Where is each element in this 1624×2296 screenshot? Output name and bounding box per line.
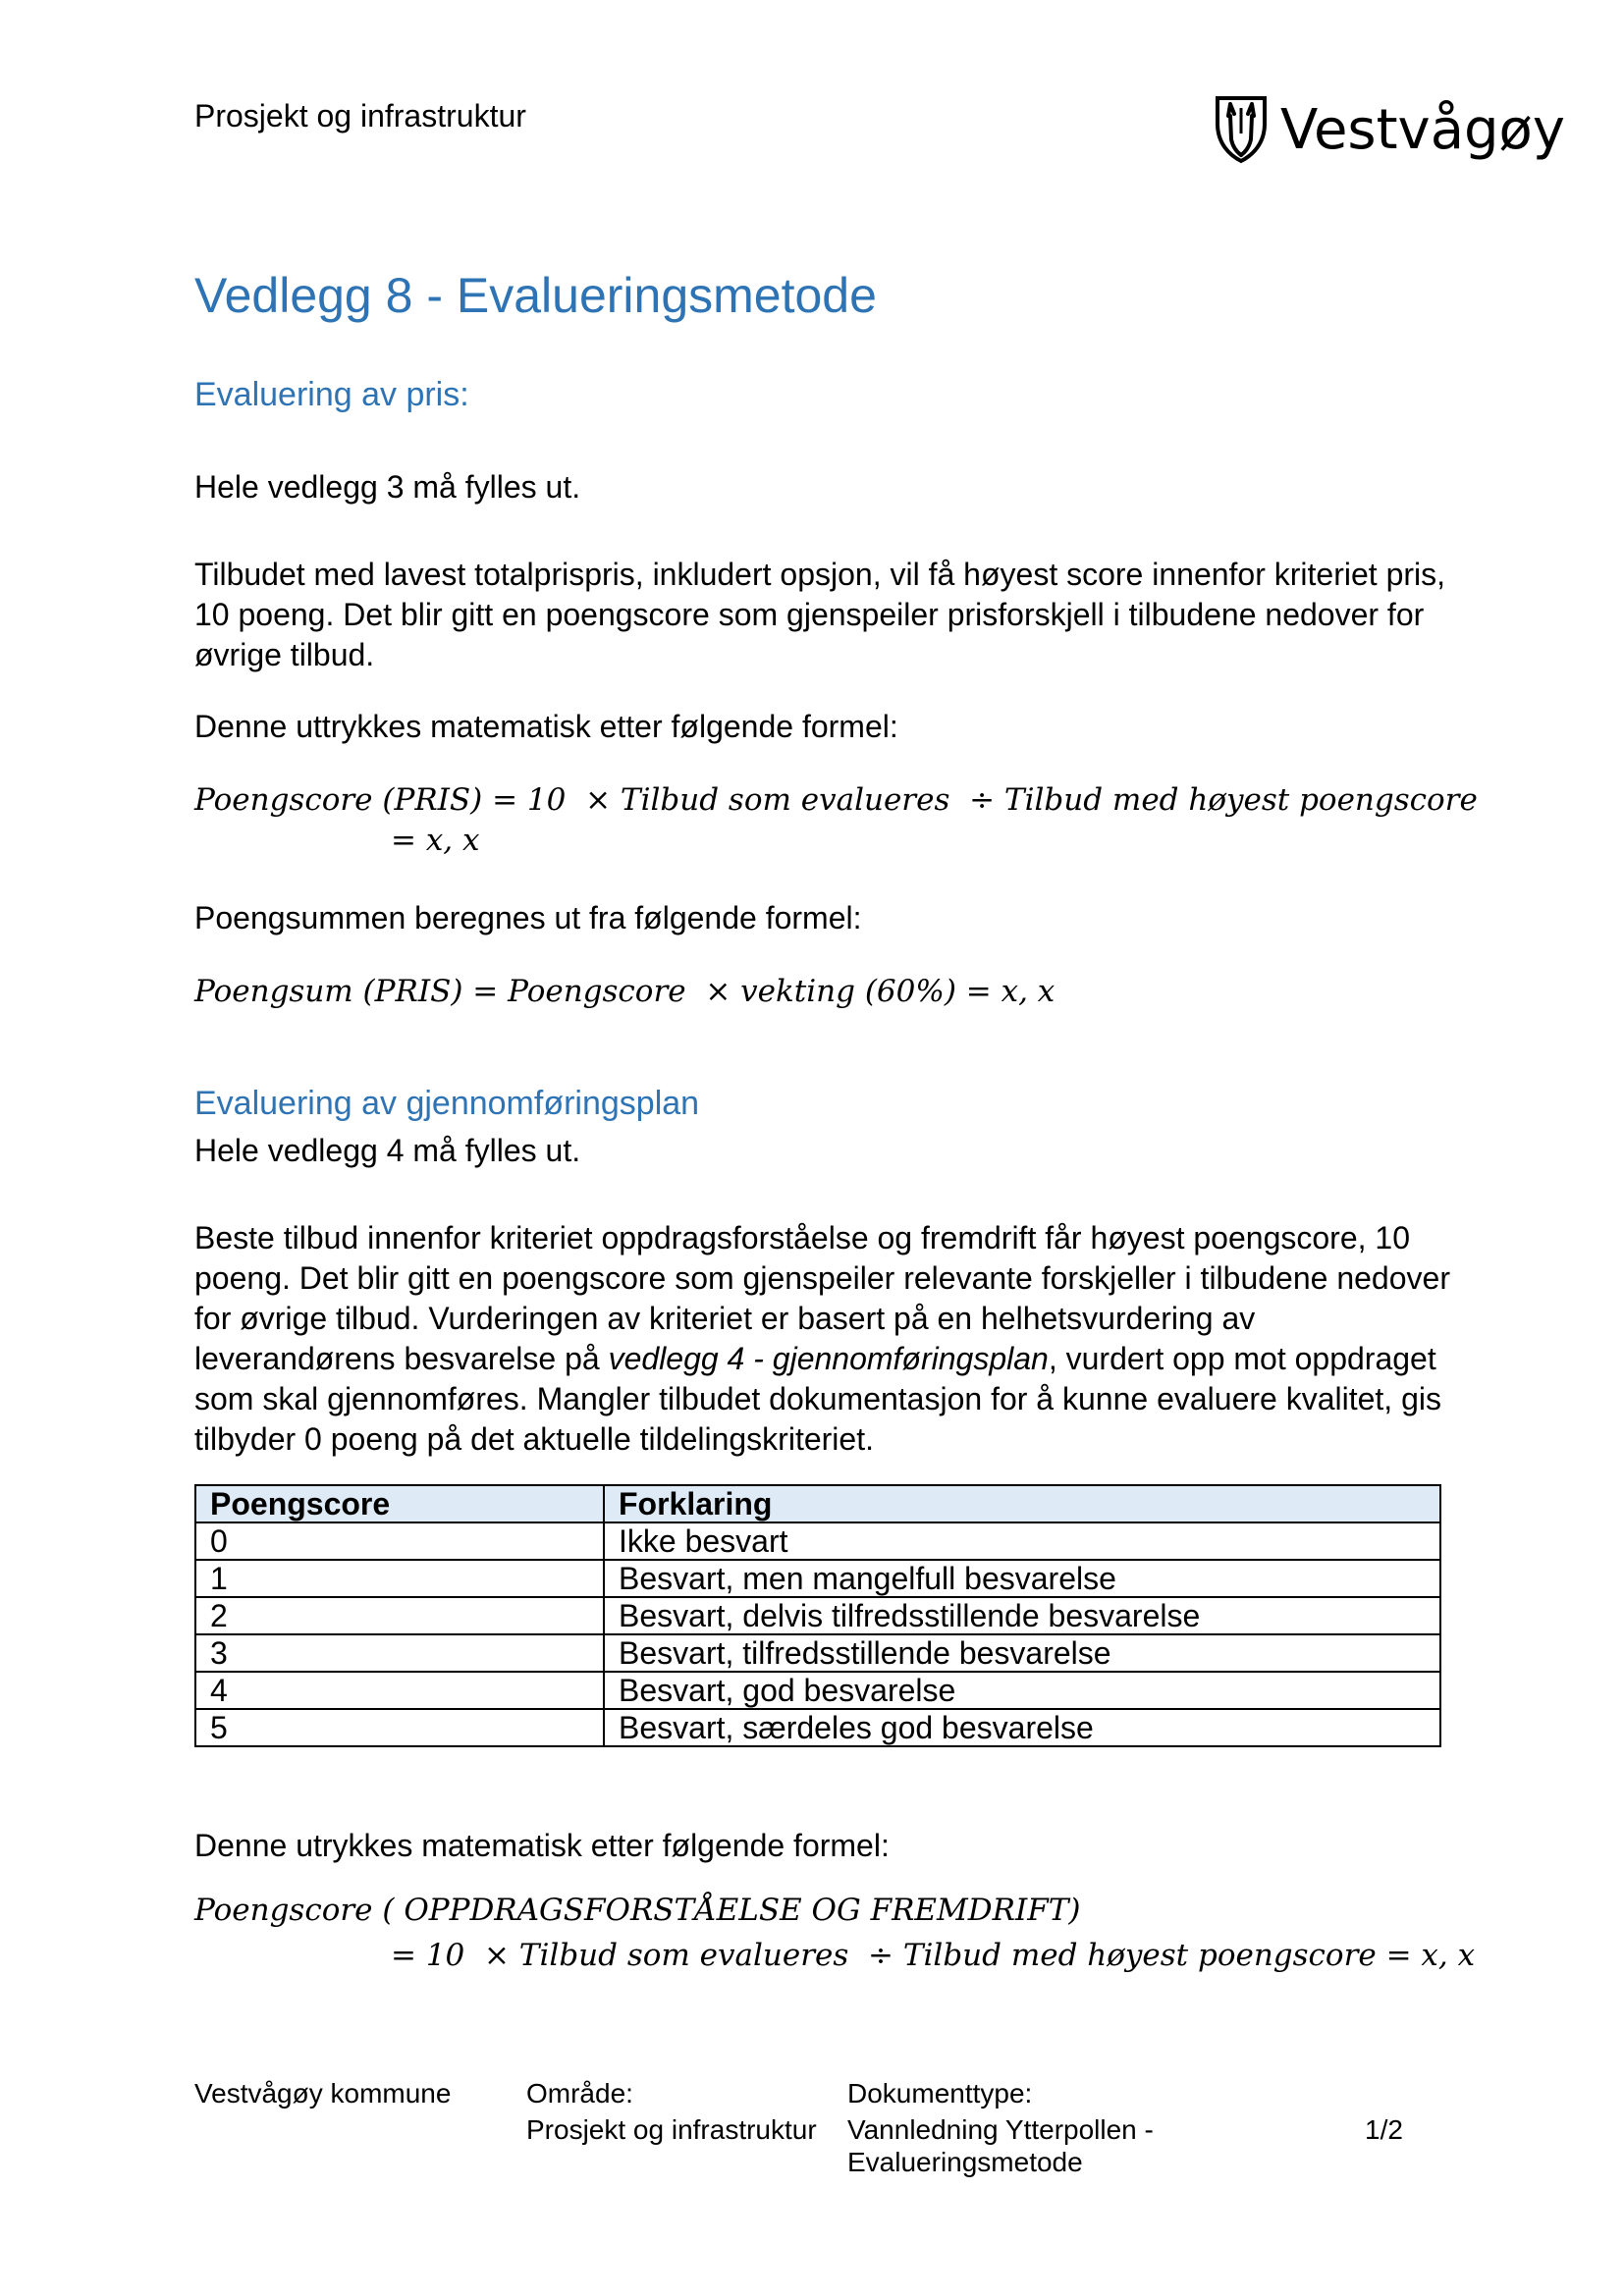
table-header-row [195,1485,1440,1522]
price-paragraph-4: Poengsummen beregnes ut fra følgende formel: [194,900,862,935]
header-department: Prosjekt og infrastruktur [194,98,526,133]
table-cell: Besvart, tilfredsstillende besvarelse [604,1634,1440,1672]
footer-doctype-value-2: Evalueringsmetode [847,2147,1083,2177]
table-cell: 5 [195,1709,604,1746]
table-cell: 1 [195,1560,604,1597]
table-row [195,1672,1440,1709]
price-formula-line-1: Poengscore (PRIS) = 10 × Tilbud som evalueres ÷ Tilbud med høyest poengscore [194,782,1478,818]
coat-of-arms-shield-icon [1214,94,1269,165]
table-row [195,1560,1440,1597]
table-cell: Besvart, særdeles god besvarelse [604,1709,1440,1746]
price-paragraph-3: Denne uttrykkes matematisk etter følgende formel: [194,709,898,744]
table-cell: 4 [195,1672,604,1709]
score-table [194,1484,1441,1747]
footer-doctype-label: Dokumenttype: [847,2078,1033,2109]
table-cell: Besvart, delvis tilfredsstillende besvarelse [604,1597,1440,1634]
plan-paragraph-1: Hele vedlegg 4 må fylles ut. [194,1133,581,1168]
section-heading-plan: Evaluering av gjennomføringsplan [194,1085,700,1122]
table-cell: Ikke besvart [604,1522,1440,1560]
footer-page-number: 1/2 [1365,2114,1403,2145]
table-cell: 2 [195,1597,604,1634]
plan-paragraph-2 [194,1218,1451,1460]
table-cell: Besvart, god besvarelse [604,1672,1440,1709]
plan-formula-line-1: Poengscore ( OPPDRAGSFORSTÅELSE OG FREMDRIFT) [194,1893,1081,1928]
page-title: Vedlegg 8 - Evalueringsmetode [194,268,877,323]
table-header-cell: Forklaring [604,1485,1440,1522]
section-heading-price: Evaluering av pris: [194,376,469,413]
table-row [195,1634,1440,1672]
price-paragraph-2: Tilbudet med lavest totalprispris, inkludert opsjon, vil få høyest score innenfor kriteriet pris, 10 poeng. Det blir gitt en poengscore som gjenspeiler prisforskjell i tilbudene nedover for øvrige tilbud. [194,557,1446,672]
price-sum-formula: Poengsum (PRIS) = Poengscore × vekting (60%) = x, x [194,974,1056,1009]
municipality-logo [1214,94,1565,165]
table-cell: Besvart, men mangelfull besvarelse [604,1560,1440,1597]
footer-organization: Vestvågøy kommune [194,2078,452,2109]
table-cell: 3 [195,1634,604,1672]
logo-wordmark: Vestvågøy [1280,97,1565,162]
plan-formula-line-2: = 10 × Tilbud som evalueres ÷ Tilbud med høyest poengscore = x, x [391,1938,1476,1973]
table-row [195,1597,1440,1634]
footer-area-label: Område: [526,2078,633,2109]
plan-paragraph-2-italic: vedlegg 4 - gjennomføringsplan [608,1341,1049,1376]
footer-doctype-value-1: Vannledning Ytterpollen - [847,2114,1154,2145]
table-header-cell: Poengscore [195,1485,604,1522]
footer-area-value: Prosjekt og infrastruktur [526,2114,817,2145]
price-formula-line-2: = x, x [391,823,480,858]
table-row [195,1709,1440,1746]
price-paragraph-1: Hele vedlegg 3 må fylles ut. [194,469,581,505]
plan-paragraph-3: Denne utrykkes matematisk etter følgende formel: [194,1828,890,1863]
table-cell: 0 [195,1522,604,1560]
table-row [195,1522,1440,1560]
plan-paragraph-2-text-a: Beste tilbud innenfor kriteriet oppdragsforståelse og fremdrift får høyest poengscore, 10 poeng. Det blir gitt en poengscore som gjenspeiler relevante forskjeller i tilbudene nedover for øvrige tilbud. Vurderingen av kriteriet er basert på en helhetsvurdering av leverandørens besvarelse på [194,1220,1450,1376]
plan-paragraph-2-text-b: , vurdert opp mot oppdraget som skal gjennomføres. Mangler tilbudet dokumentasjon for å kunne evaluere kvalitet, gis tilbyder 0 poeng på det aktuelle tildelingskriteriet. [194,1341,1441,1457]
